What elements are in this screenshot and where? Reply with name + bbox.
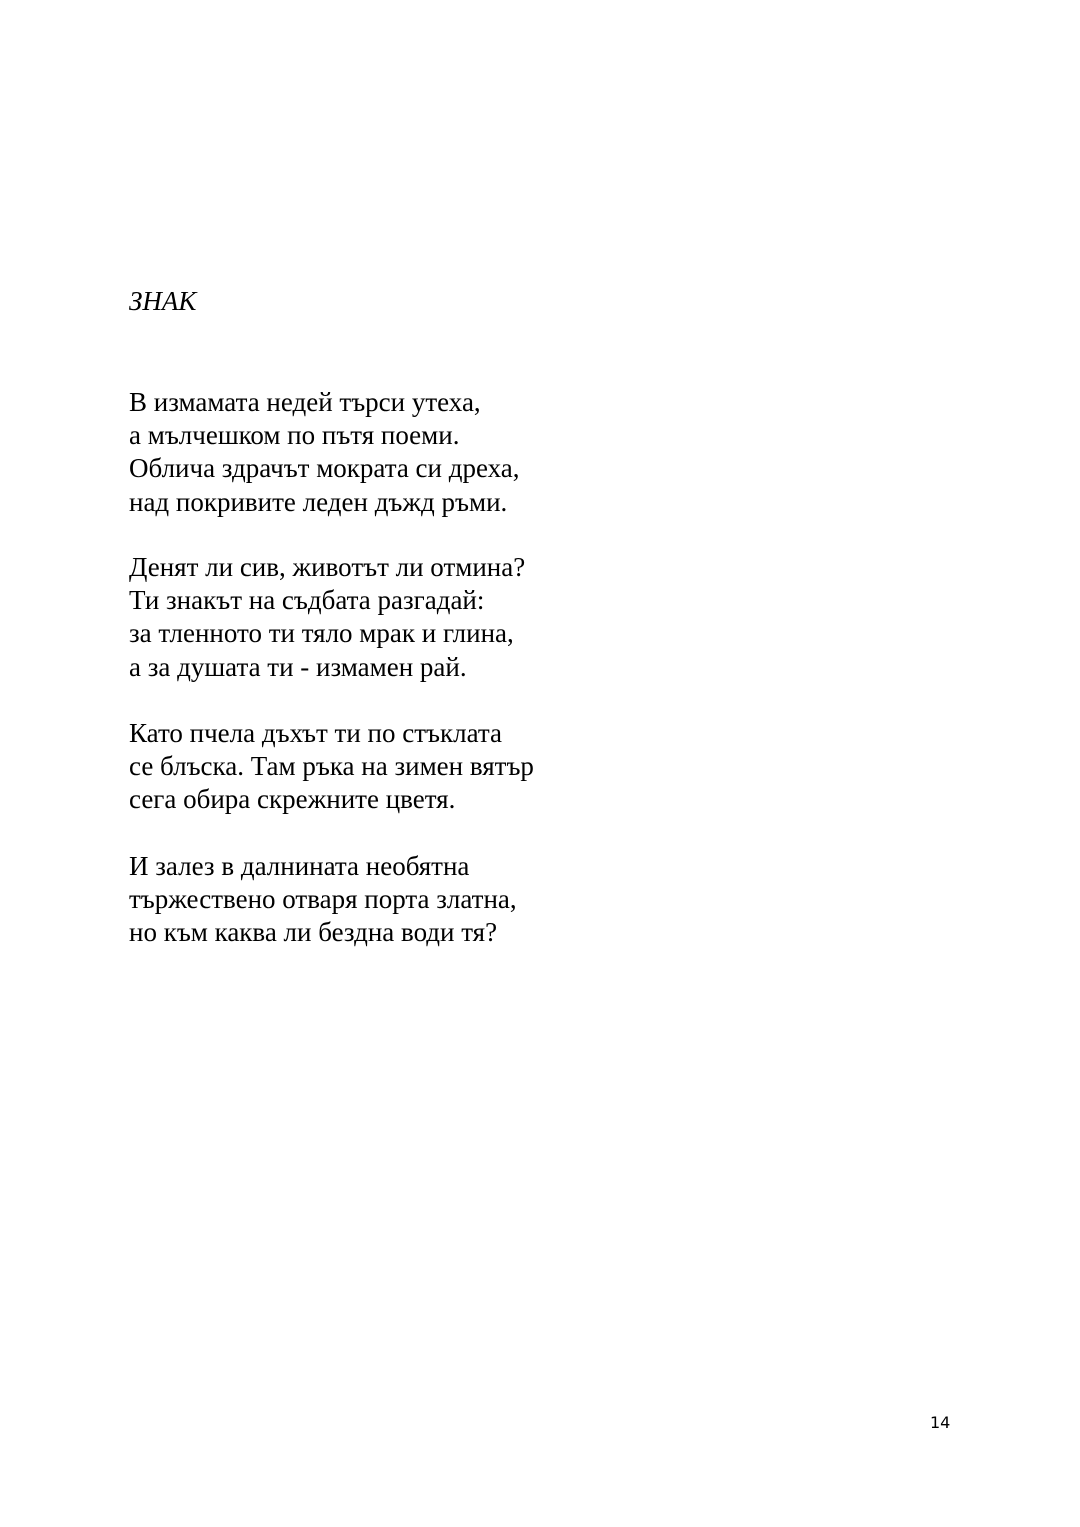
poem-line: Облича здрачът мократа си дреха, (129, 453, 520, 484)
stanza-3 (129, 717, 534, 817)
poem-line: а мълчешком по пътя поеми. (129, 420, 460, 451)
poem-line: И залез в далнината необятна (129, 851, 470, 881)
stanza-2 (129, 551, 525, 684)
poem-line: В измамата недей търси утеха, (129, 387, 481, 417)
page-number: 14 (930, 1413, 951, 1432)
poem-line: над покривите леден дъжд ръми. (129, 486, 508, 517)
poem-line: но към каква ли бездна води тя? (129, 917, 498, 948)
stanza-1 (129, 386, 520, 519)
poem-line: Ти знакът на съдбата разгадай: (129, 585, 485, 616)
poem-line: сега обира скрежните цветя. (129, 784, 456, 815)
poem-line: Денят ли сив, животът ли отмина? (129, 552, 526, 582)
poem-line: тържествено отваря порта златна, (129, 884, 517, 915)
poem-line: Като пчела дъхът ти по стъклата (129, 718, 502, 748)
poem-line: а за душата ти - измамен рай. (129, 651, 467, 682)
poem-line: се блъска. Там ръка на зимен вятър (129, 751, 534, 782)
stanza-4 (129, 850, 517, 950)
poem-line: за тленното ти тяло мрак и глина, (129, 618, 514, 649)
poem-title: ЗНАК (129, 286, 197, 316)
